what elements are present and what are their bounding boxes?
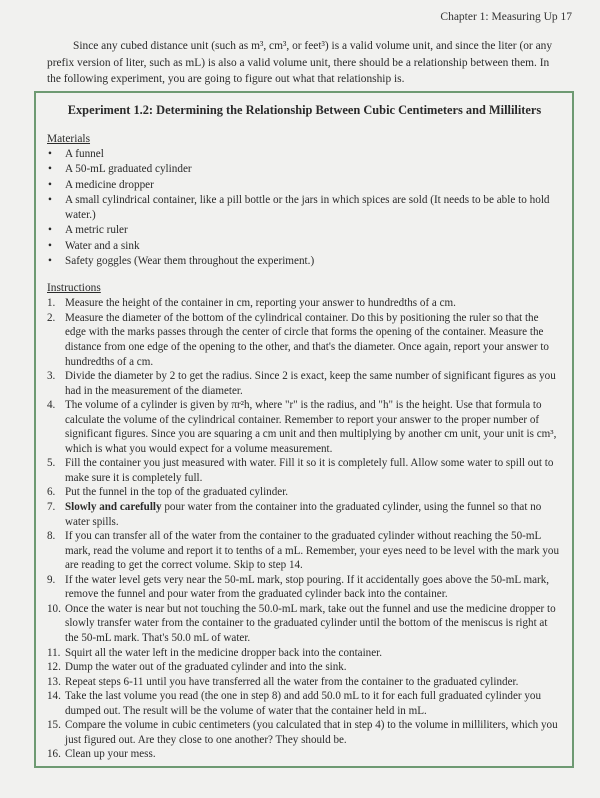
material-item	[47, 178, 562, 193]
step-text: Repeat steps 6-11 until you have transferred all the water from the container to the graduated cylinder.	[65, 675, 519, 688]
page-header: Chapter 1: Measuring Up 17	[440, 11, 572, 23]
instruction-step	[47, 456, 562, 485]
step-number: 14.	[47, 690, 61, 703]
instruction-step	[47, 646, 562, 661]
material-text: A 50-mL graduated cylinder	[65, 163, 192, 176]
step-text: Measure the diameter of the bottom of the cylindrical container. Do this by positioning the ruler so that the edge with the marks passes through the center of circle that forms the opening of the container. Measure the distance from one edge of the opening to the other, and that's the diameter. Once again, report your answer to hundredths of a cm.	[65, 311, 549, 368]
step-number: 9.	[47, 573, 56, 586]
bullet-icon: •	[48, 163, 52, 176]
bullet-icon: •	[48, 193, 52, 206]
material-item	[47, 223, 562, 238]
step-text: Dump the water out of the graduated cylinder and into the sink.	[65, 661, 347, 674]
instruction-step	[47, 398, 562, 456]
step-number: 10.	[47, 602, 61, 615]
instruction-step	[47, 718, 562, 747]
instruction-step	[47, 573, 562, 602]
experiment-title: Experiment 1.2: Determining the Relationship Between Cubic Centimeters and Milliliters	[67, 103, 542, 117]
step-text: If you can transfer all of the water from the container to the graduated cylinder without reaching the 50-mL mark, read the volume and report it to tenths of a mL. Remember, your eyes need to be level with the mark you are reading to get the correct volume. Skip to step 14.	[65, 530, 560, 572]
material-text: Safety goggles (Wear them throughout the experiment.)	[65, 255, 315, 268]
material-item	[47, 193, 562, 224]
step-number: 2.	[47, 311, 56, 324]
step-text: Take the last volume you read (the one in step 8) and add 50.0 mL to it for each full graduated cylinder you dumped out. The result will be the volume of water that the container held in mL.	[65, 690, 542, 717]
step-number: 1.	[47, 297, 56, 310]
step-text: Put the funnel in the top of the graduated cylinder.	[65, 486, 289, 499]
materials-list	[47, 147, 562, 269]
instruction-step	[47, 660, 562, 675]
step-number: 5.	[47, 457, 56, 470]
step-number: 13.	[47, 675, 61, 688]
material-text: A medicine dropper	[65, 178, 154, 191]
step-number: 15.	[47, 719, 61, 732]
step-text: Squirt all the water left in the medicine dropper back into the container.	[65, 646, 382, 659]
instruction-step	[47, 689, 562, 718]
step-number: 3.	[47, 370, 56, 383]
instructions-list	[47, 296, 562, 762]
experiment-box	[34, 91, 574, 768]
instruction-step	[47, 296, 562, 311]
step-number: 8.	[47, 530, 56, 543]
material-text: A funnel	[65, 148, 104, 160]
instruction-step	[47, 485, 562, 500]
step-text: pour water from the container into the graduated cylinder, using the funnel so that no water spills.	[65, 501, 542, 528]
step-number: 16.	[47, 748, 61, 761]
material-item	[47, 239, 562, 254]
instruction-step	[47, 311, 562, 369]
instruction-step	[47, 529, 562, 573]
step-text: Clean up your mess.	[65, 748, 156, 761]
material-text: A metric ruler	[65, 224, 128, 237]
step-number: 6.	[47, 486, 56, 499]
step-text: Measure the height of the container in cm, reporting your answer to hundredths of a cm.	[65, 297, 456, 310]
instructions-heading: Instructions	[47, 282, 101, 295]
bullet-icon: •	[48, 148, 52, 160]
instruction-step	[47, 747, 562, 762]
material-item	[47, 147, 562, 162]
step-number: 11.	[47, 646, 61, 659]
material-text: Water and a sink	[65, 239, 140, 252]
bullet-icon: •	[48, 224, 52, 237]
bullet-icon: •	[48, 255, 52, 268]
step-number: 4.	[47, 399, 56, 412]
materials-heading: Materials	[47, 133, 91, 145]
instruction-step	[47, 675, 562, 690]
bullet-icon: •	[48, 239, 52, 252]
step-text: The volume of a cylinder is given by πr²h, where "r" is the radius, and "h" is the height. Use that formula to calculate the volume of the cylindrical container. Remember to report your answer to the proper number of significant figures. Since you are squaring a cm unit and then multiplying by another cm unit, your unit is cm³, which is what you would expect for a volume measurement.	[65, 399, 557, 455]
step-text: Divide the diameter by 2 to get the radius. Since 2 is exact, keep the same number of significant figures as you had in the measurement of the diameter.	[65, 370, 556, 397]
intro-paragraph: Since any cubed distance unit (such as m³, cm³, or feet³) is a valid volume unit, and since the liter (or any prefix version of liter, such as mL) is also a valid volume unit, there should be a relationship between them. In the following experiment, you are going to figure out what that relationship is.	[47, 40, 553, 85]
bullet-icon: •	[48, 178, 52, 191]
step-text: Fill the container you just measured with water. Fill it so it is completely full. Allow some water to spill out to make sure it is completely full.	[65, 457, 554, 484]
step-text: Once the water is near but not touching the 50.0-mL mark, take out the funnel and use the medicine dropper to slowly transfer water from the container to the graduated cylinder until the bottom of the meniscus is right at the 50-mL mark. That's 50.0 mL of water.	[65, 602, 556, 644]
instruction-step	[47, 369, 562, 398]
material-text: A small cylindrical container, like a pill bottle or the jars in which spices are sold (It needs to be able to hold water.)	[65, 193, 550, 222]
material-item	[47, 254, 562, 269]
step-emphasis: Slowly and carefully	[65, 501, 162, 514]
instruction-step	[47, 500, 562, 529]
step-number: 7.	[47, 501, 56, 514]
step-text: If the water level gets very near the 50-mL mark, stop pouring. If it accidentally goes above the 50-mL mark, remove the funnel and pour water from the graduated cylinder back into the container.	[65, 573, 550, 601]
step-text: Compare the volume in cubic centimeters (you calculated that in step 4) to the volume in milliliters, which you just figured out. Are they close to one another? They should be.	[65, 719, 558, 746]
instruction-step	[47, 602, 562, 646]
material-item	[47, 162, 562, 177]
step-number: 12.	[47, 661, 61, 674]
